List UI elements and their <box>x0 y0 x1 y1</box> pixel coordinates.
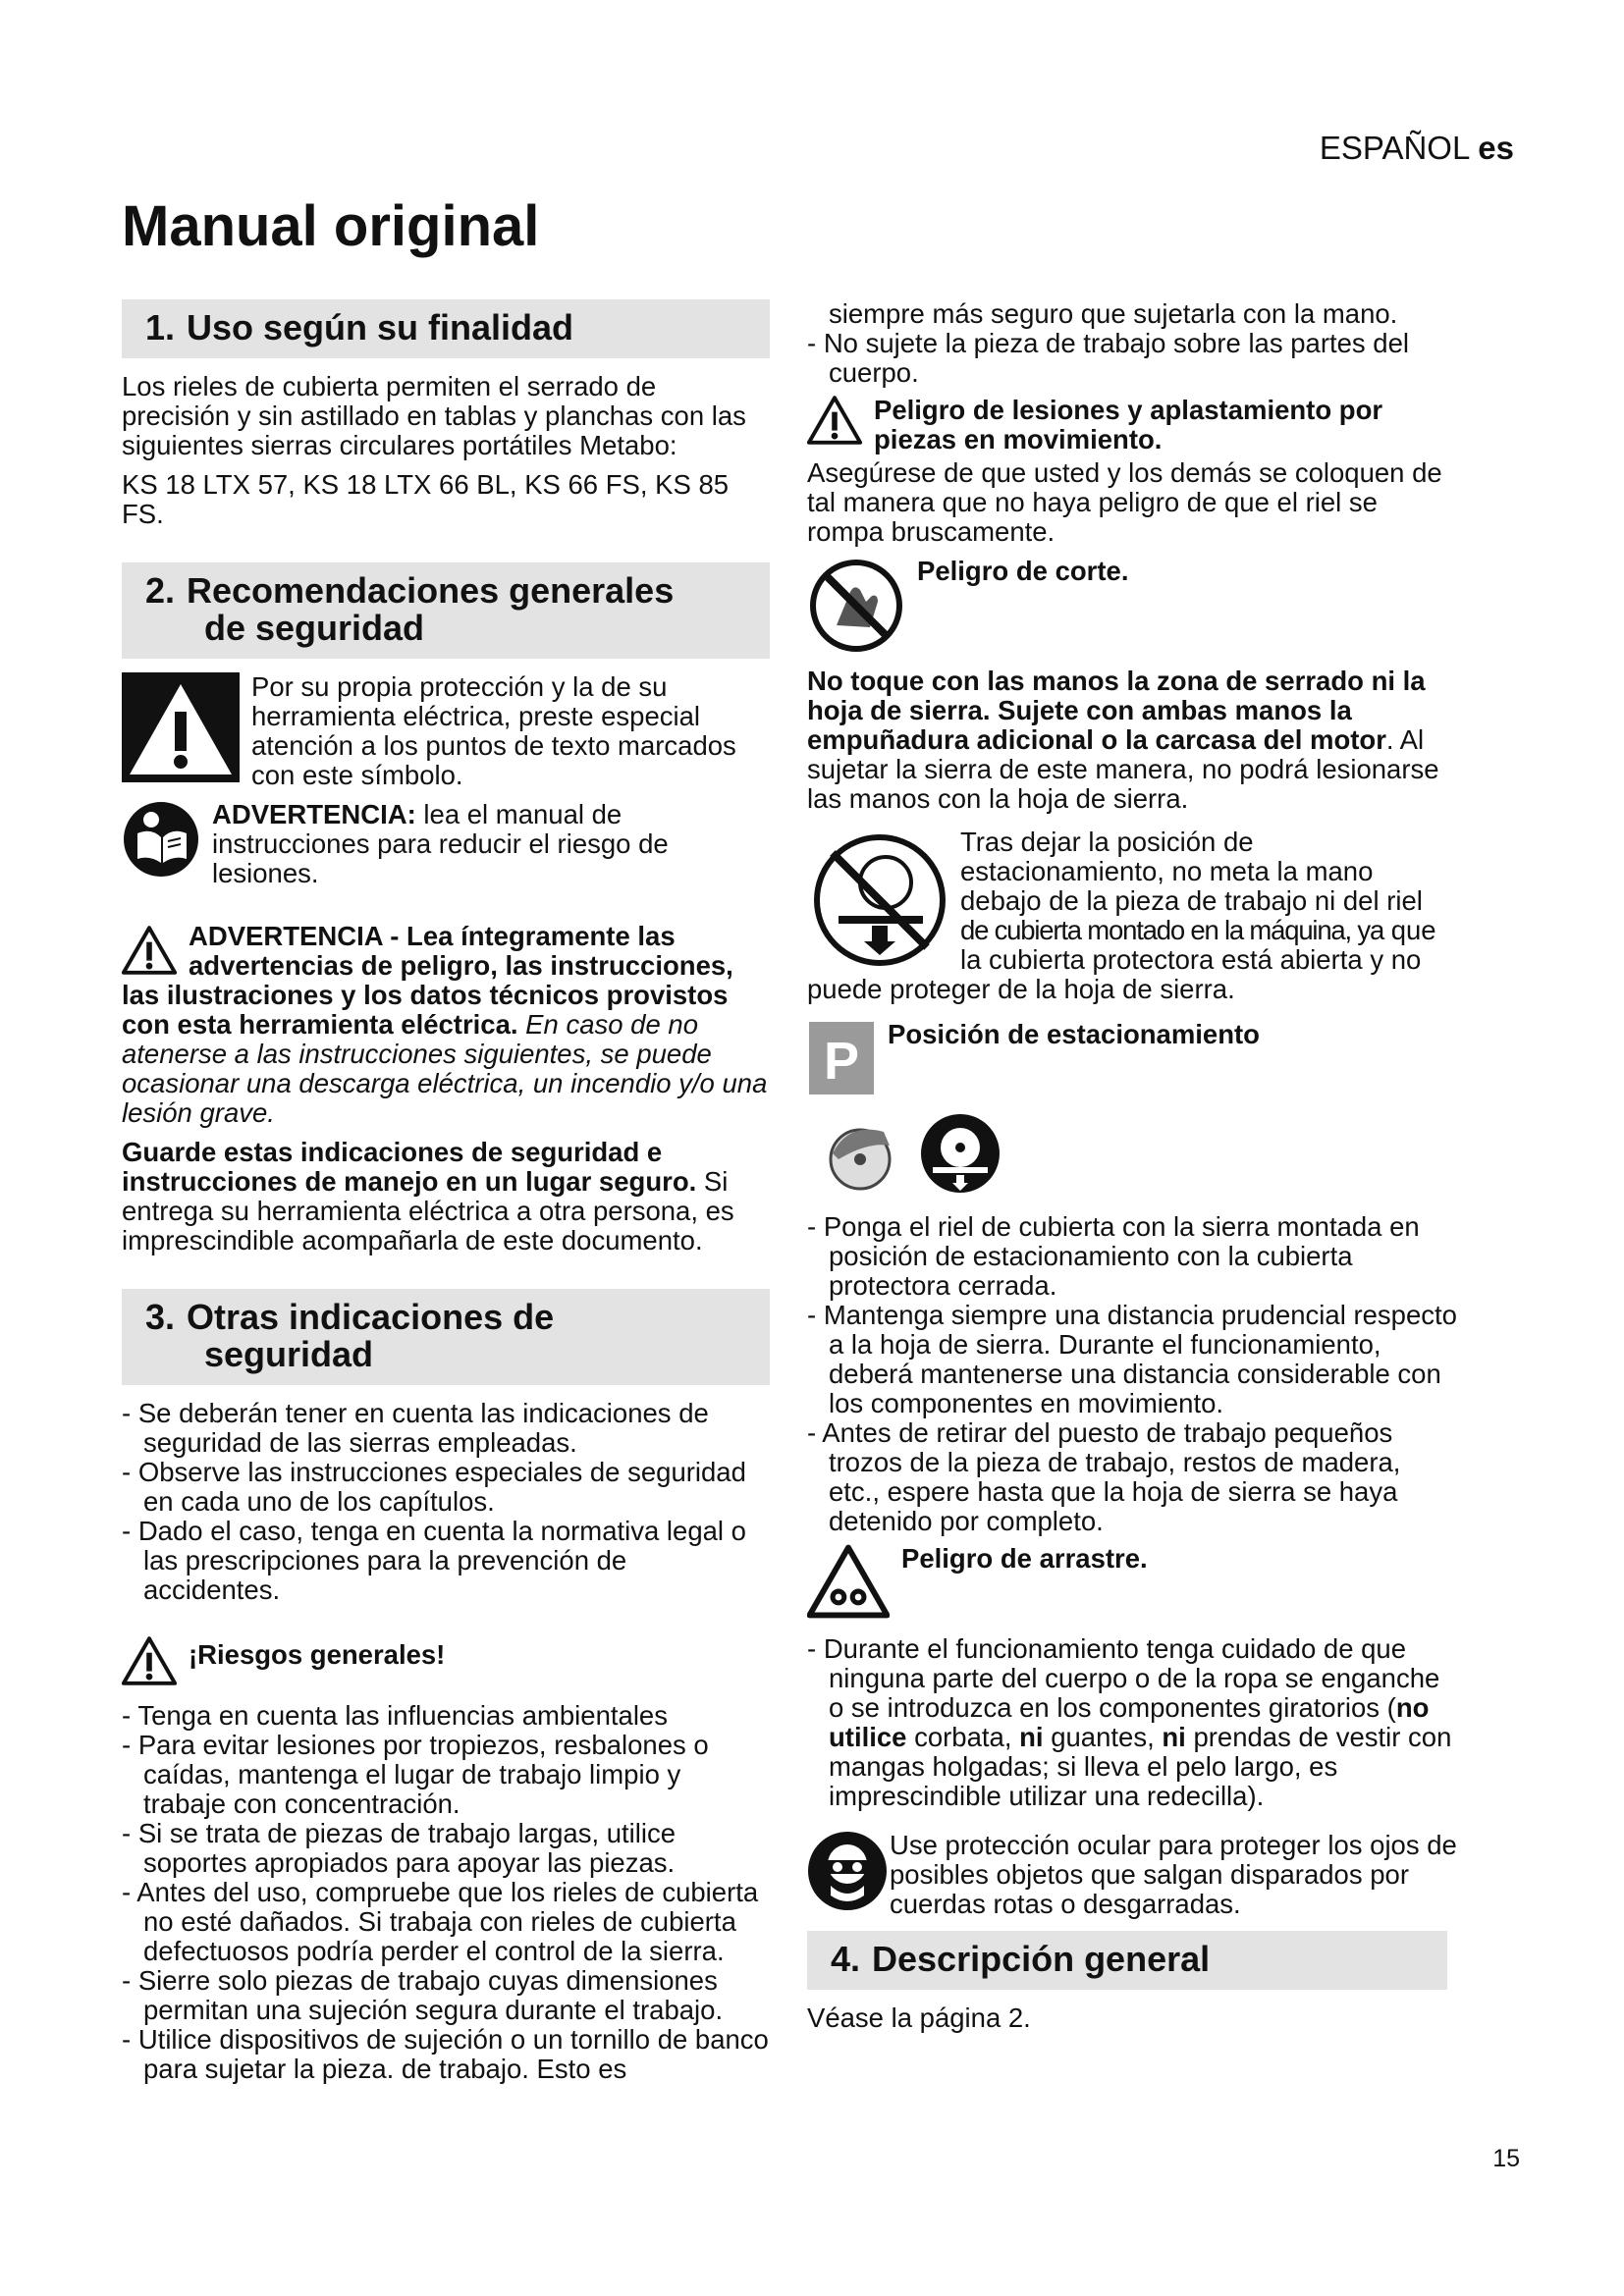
list-item: - Antes del uso, compruebe que los rieles de cubierta no esté dañados. Si trabaja con rieles de cubierta defectuosos podría perder el control de la sierra. <box>122 1878 770 1966</box>
list-item: - Dado el caso, tenga en cuenta la normativa legal o las prescripciones para la prevención de accidentes. <box>122 1517 770 1605</box>
parking-position-heading <box>807 1020 1457 1102</box>
body-support-list <box>807 329 1457 388</box>
list-item: - Sierre solo piezas de trabajo cuyas dimensiones permitan una sujeción segura durante el trabajo. <box>122 1966 770 2025</box>
list-item: - Observe las instrucciones especiales de seguridad en cada uno de los capítulos. <box>122 1458 770 1517</box>
list-item: - Tenga en cuenta las influencias ambientales <box>122 1701 770 1731</box>
crush-warning-text: Asegúrese de que usted y los demás se coloquen de tal manera que no haya peligro de que el riel se rompa bruscamente. <box>807 457 1442 547</box>
cut-danger-period: . <box>1385 724 1394 755</box>
section-1-models: KS 18 LTX 57, KS 18 LTX 66 BL, KS 66 FS, KS 85 FS. <box>122 469 730 529</box>
section-number: 4. <box>831 1939 861 1979</box>
warning-triangle-icon <box>122 1636 177 1691</box>
eye-protection-icon <box>807 1831 888 1917</box>
general-warning-bold: ADVERTENCIA - Lea íntegramente las advertencias de peligro, las instrucciones, las ilustraciones y los datos técnicos provistos con esta herramienta eléctrica. <box>122 921 733 1040</box>
section-title: Uso según su finalidad <box>187 307 574 347</box>
eye-protection-text: Use protección ocular para proteger los ojos de posibles objetos que salgan disparados por cuerdas rotas o desgarradas. <box>890 1830 1457 1919</box>
hand-under-rail-icon <box>811 831 948 969</box>
section-4-heading <box>807 1931 1447 1990</box>
section-1-paragraph: Los rieles de cubierta permiten el serrado de precisión y sin astillado en tablas y planchas con las siguientes sierras circulares portátiles Metabo: <box>122 371 746 460</box>
list-item: - Se deberán tener en cuenta las indicaciones de seguridad de las sierras empleadas. <box>122 1399 770 1458</box>
parking-position-symbol-icon <box>919 1112 1001 1195</box>
drag-text-f: ni <box>1162 1722 1186 1752</box>
no-hands-icon <box>807 557 905 661</box>
read-manual-icon <box>122 800 200 884</box>
drag-text-a: Durante el funcionamiento tenga cuidado de que ninguna parte del cuerpo o de la ropa se enganche o se introduzca en los componentes giratorios ( <box>823 1633 1440 1723</box>
section-title-line2: seguridad <box>204 1334 374 1374</box>
cut-danger-text: Al sujetar la sierra de este manera, no podrá lesionarse las manos con la hoja de sierra. <box>807 724 1439 814</box>
crush-warning-title: Peligro de lesiones y aplastamiento por piezas en movimiento. <box>874 395 1383 454</box>
general-risks-list <box>122 1701 770 2084</box>
park-hand-warning-c: que la cubierta protectora está abierta y no puede proteger de la hoja de sierra. <box>807 915 1436 1004</box>
section-1-heading <box>122 299 770 358</box>
language-indicator <box>1320 130 1514 167</box>
language-name: ESPAÑOL <box>1319 130 1470 166</box>
drag-list <box>807 1634 1457 1811</box>
section-number: 2. <box>145 570 176 611</box>
section-3-heading <box>122 1289 770 1385</box>
list-item: - Para evitar lesiones por tropiezos, resbalones o caídas, mantenga el lugar de trabajo limpio y trabaje con concentración. <box>122 1731 770 1819</box>
general-warning-paragraph <box>122 922 770 1128</box>
parking-icon <box>807 1020 876 1102</box>
section-number: 1. <box>145 307 176 347</box>
park-hand-warning-a: Tras dejar la posición de estacionamiento, no meta la mano debajo de la pieza de trabajo ni del riel <box>960 827 1423 916</box>
keep-instructions-text: Si entrega su herramienta eléctrica a otra persona, es imprescindible acompañarla de este documento. <box>122 1166 734 1255</box>
cut-danger-bold: No toque con las manos la zona de serrado ni la hoja de sierra. Sujete con ambas manos la empuñadura adicional o la carcasa del motor <box>807 666 1426 755</box>
general-risks-title: ¡Riesgos generales! <box>189 1639 446 1670</box>
drag-text-c: corbata, <box>906 1722 1020 1752</box>
section-2-heading <box>122 562 770 659</box>
page-title: Manual original <box>122 194 540 258</box>
crush-warning-heading <box>807 396 1457 454</box>
general-warning-italic: En caso de no atenerse a las instrucciones siguientes, se puede ocasionar una descarga eléctrica, un incendio y/o una lesión grave. <box>122 1009 768 1128</box>
section-title-line1: Otras indicaciones de <box>187 1297 555 1337</box>
list-item: - Ponga el riel de cubierta con la sierra montada en posición de estacionamiento con la cubierta protectora cerrada. <box>807 1212 1457 1301</box>
drag-danger-heading <box>807 1544 1457 1625</box>
section-title: Descripción general <box>872 1939 1211 1979</box>
manual-warning-label: ADVERTENCIA: <box>212 799 416 829</box>
park-hand-warning-b: de cubierta montado en la máquina, ya <box>960 915 1384 945</box>
list-item: - Mantenga siempre una distancia prudencial respecto a la hoja de sierra. Durante el funcionamiento, deberá mantenerse una distancia considerable con los componentes en movimiento. <box>807 1301 1457 1418</box>
eye-protection-note <box>807 1831 1457 1919</box>
cut-danger-title: Peligro de corte. <box>917 556 1129 586</box>
left-column <box>122 299 770 2092</box>
parking-position-title: Posición de estacionamiento <box>888 1019 1260 1049</box>
keep-instructions-bold: Guarde estas indicaciones de seguridad e instrucciones de manejo en un lugar seguro. <box>122 1137 697 1197</box>
section-number: 3. <box>145 1297 176 1337</box>
cut-danger-paragraph <box>807 667 1457 814</box>
parking-list <box>807 1212 1457 1536</box>
warning-triangle-icon <box>807 396 862 451</box>
parking-symbol-letter: P <box>823 1032 860 1091</box>
language-code: es <box>1478 130 1514 166</box>
other-safety-list <box>122 1399 770 1605</box>
parking-illustrations <box>819 1112 1457 1195</box>
warning-block-icon <box>122 672 240 788</box>
drag-text-b: no utilice <box>829 1692 1430 1752</box>
park-hand-warning <box>807 828 1457 1004</box>
list-item: - Utilice dispositivos de sujeción o un tornillo de banco para sujetar la pieza. de trabajo. Esto es <box>122 2025 770 2084</box>
general-risks-heading <box>122 1636 770 1691</box>
section-title-line1: Recomendaciones generales <box>187 570 675 611</box>
warning-triangle-icon <box>122 926 177 975</box>
saw-illustration <box>819 1112 901 1195</box>
list-item: - No sujete la pieza de trabajo sobre las partes del cuerpo. <box>807 329 1457 388</box>
section-title-line2: de seguridad <box>204 608 425 648</box>
drag-text-d: ni <box>1019 1722 1044 1752</box>
cut-danger-heading <box>807 557 1457 661</box>
drag-text-g: prendas de vestir con mangas holgadas; si lleva el pelo largo, es imprescindible utilizar una redecilla). <box>829 1722 1452 1811</box>
right-column <box>807 299 1457 2043</box>
entanglement-warning-icon <box>807 1544 890 1625</box>
continued-text: siempre más seguro que sujetarla con la mano. <box>829 298 1398 329</box>
warning-symbol-note <box>122 672 770 790</box>
drag-text-e: guantes, <box>1043 1722 1163 1752</box>
section-4-text: Véase la página 2. <box>807 2002 1031 2033</box>
page-number: 15 <box>1492 2145 1520 2172</box>
list-item <box>807 1634 1457 1811</box>
warning-symbol-text: Por su propia protección y la de su herramienta eléctrica, preste especial atención a los puntos de texto marcados con este símbolo. <box>251 671 736 790</box>
keep-instructions-paragraph <box>122 1138 770 1255</box>
read-manual-note <box>122 800 770 888</box>
list-item: - Antes de retirar del puesto de trabajo pequeños trozos de la pieza de trabajo, restos de madera, etc., espere hasta que la hoja de sierra se haya detenido por completo. <box>807 1418 1457 1536</box>
drag-danger-title: Peligro de arrastre. <box>901 1543 1148 1574</box>
list-item: - Si se trata de piezas de trabajo largas, utilice soportes apropiados para apoyar las piezas. <box>122 1819 770 1878</box>
manual-warning-text: lea el manual de instrucciones para reducir el riesgo de lesiones. <box>212 799 669 888</box>
